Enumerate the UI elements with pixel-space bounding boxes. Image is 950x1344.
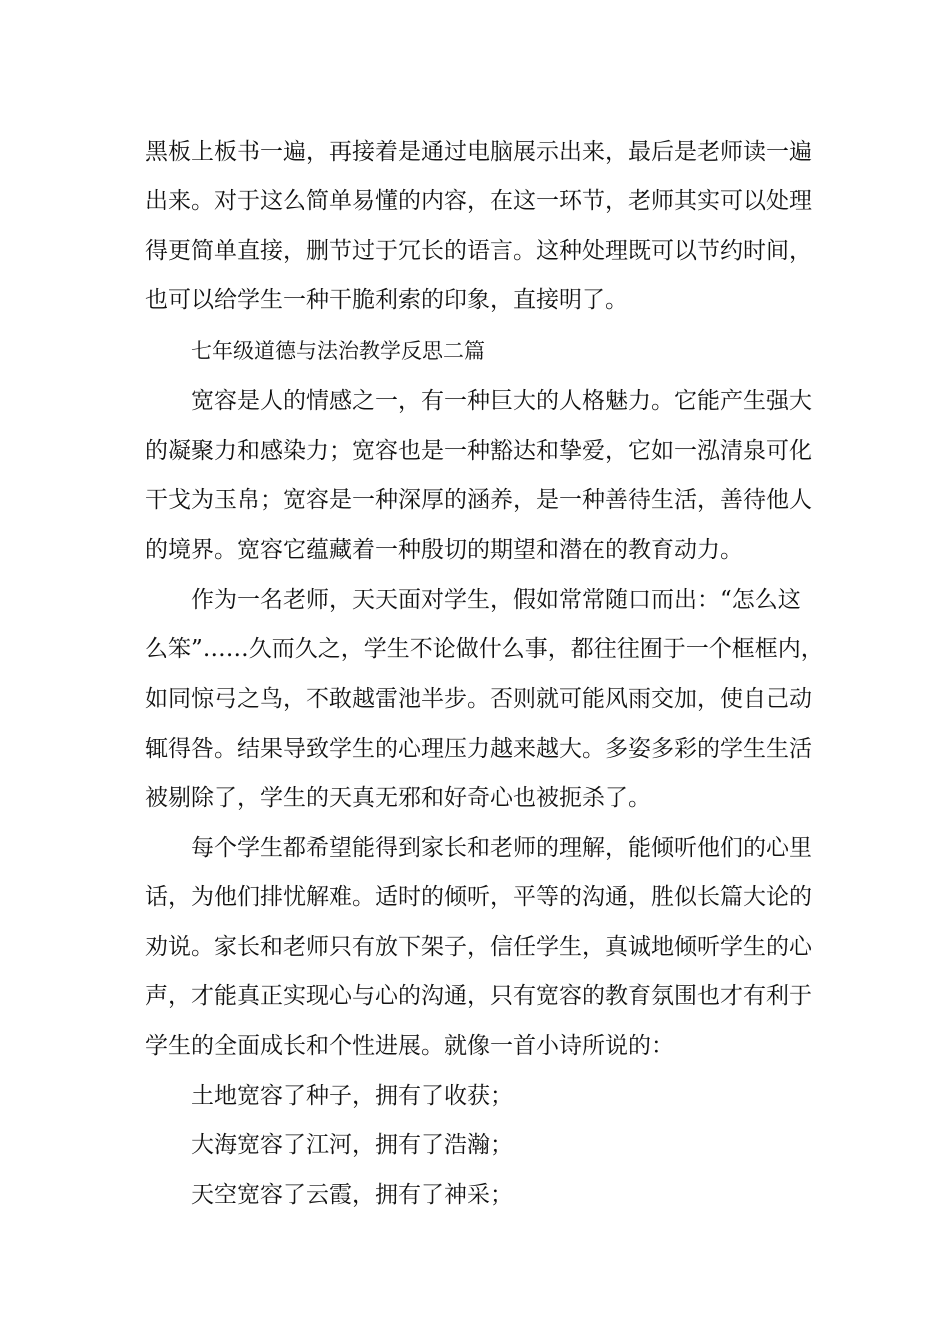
poem-line: 大海宽容了江河，拥有了浩瀚； — [191, 1132, 513, 1158]
text-line: 的境界。宽容它蕴藏着一种殷切的期望和潜在的教育动力。 — [145, 537, 743, 563]
text-line: 话，为他们排忧解难。适时的倾听，平等的沟通，胜似长篇大论的 — [145, 884, 812, 910]
poem-line: 土地宽容了种子，拥有了收获； — [191, 1083, 513, 1109]
text-line: 劝说。家长和老师只有放下架子，信任学生，真诚地倾听学生的心 — [145, 934, 812, 960]
text-line: 黑板上板书一遍，再接着是通过电脑展示出来，最后是老师读一遍 — [145, 139, 812, 165]
text-line: 如同惊弓之鸟，不敢越雷池半步。否则就可能风雨交加，使自己动 — [145, 686, 812, 712]
text-line: 干戈为玉帛；宽容是一种深厚的涵养，是一种善待生活，善待他人 — [145, 487, 812, 513]
text-line: 出来。对于这么简单易懂的内容，在这一环节，老师其实可以处理 — [145, 188, 812, 214]
poem-line: 天空宽容了云霞，拥有了神采； — [191, 1182, 513, 1208]
text-line: 的凝聚力和感染力；宽容也是一种豁达和挚爱，它如一泓清泉可化 — [145, 438, 812, 464]
text-line: 每个学生都希望能得到家长和老师的理解，能倾听他们的心里 — [191, 835, 812, 861]
text-line: 声，才能真正实现心与心的沟通，只有宽容的教育氛围也才有利于 — [145, 983, 812, 1009]
text-line: 被剔除了，学生的天真无邪和好奇心也被扼杀了。 — [145, 785, 651, 811]
text-line: 宽容是人的情感之一，有一种巨大的人格魅力。它能产生强大 — [191, 388, 812, 414]
text-line: 得更简单直接，删节过于冗长的语言。这种处理既可以节约时间， — [145, 238, 812, 264]
text-line: 么笨”……久而久之，学生不论做什么事，都往往囿于一个框框内， — [145, 636, 824, 662]
section-heading: 七年级道德与法治教学反思二篇 — [191, 339, 485, 363]
text-line: 也可以给学生一种干脆利索的印象，直接明了。 — [145, 287, 628, 313]
text-line: 作为一名老师，天天面对学生，假如常常随口而出：“怎么这 — [191, 587, 801, 613]
text-line: 学生的全面成长和个性进展。就像一首小诗所说的： — [145, 1033, 674, 1059]
text-line: 辄得咎。结果导致学生的心理压力越来越大。多姿多彩的学生生活 — [145, 736, 812, 762]
